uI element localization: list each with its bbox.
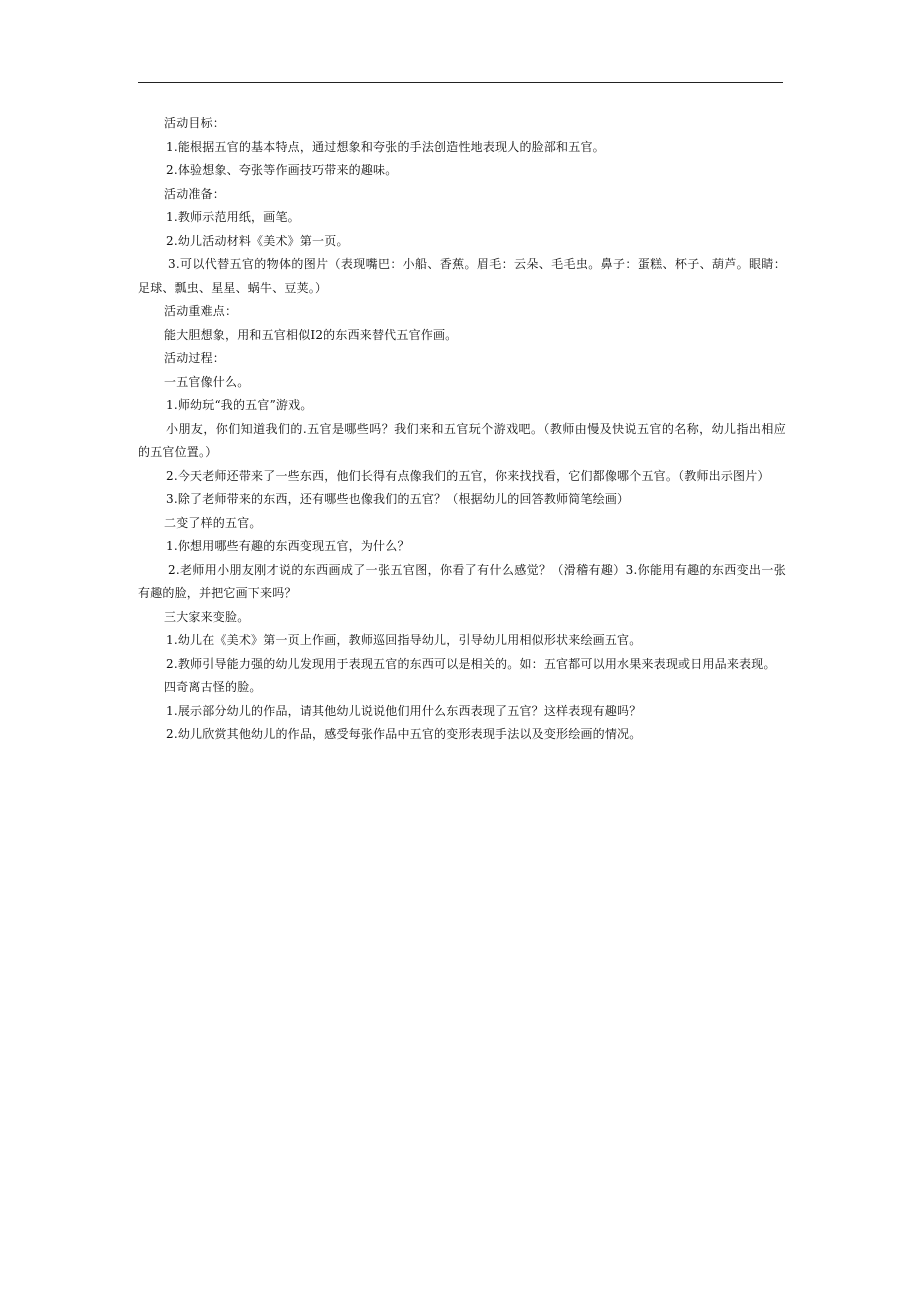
text-line: 2.老师用小朋友刚才说的东西画成了一张五官图，你看了有什么感觉？（滑稽有趣）3.你能用有趣的东西变出一张有趣的脸，并把它画下来吗？ (138, 562, 786, 600)
text-line: 活动目标： (164, 116, 226, 130)
text-line: 1.幼儿在《美术》第一页上作画，教师巡回指导幼儿，引导幼儿用相似形状来绘画五官。 (166, 633, 642, 647)
text-line: 2.教师引导能力强的幼儿发现用于表现五官的东西可以是相关的。如：五官都可以用水果来表现或日用品来表现。 (166, 656, 776, 671)
text-line: 三大家来变脸。 (164, 609, 250, 624)
text-line: 活动重难点： (164, 304, 238, 318)
text-line: 3.除了老师带来的东西，还有哪些也像我们的五官？（根据幼儿的回答教师简笔绘画） (166, 492, 630, 506)
text-line: 能大胆想象，用和五官相似I2的东西来替代五官作画。 (164, 327, 458, 342)
header-rule (138, 82, 783, 83)
text-line: 1.教师示范用纸，画笔。 (166, 210, 300, 224)
text-line: 活动准备： (164, 186, 226, 201)
text-line: 1.你想用哪些有趣的东西变现五官，为什么？ (166, 539, 410, 553)
text-line: 1.师幼玩“我的五官”游戏。 (166, 398, 313, 412)
text-line: 1.能根据五官的基本特点，通过想象和夸张的手法创造性地表现人的脸部和五官。 (166, 139, 605, 154)
text-line: 2.今天老师还带来了一些东西，他们长得有点像我们的五官，你来找找看，它们都像哪个五官。（教师出示图片） (166, 468, 770, 483)
text-line: 活动过程： (164, 351, 226, 365)
text-line: 2.体验想象、夸张等作画技巧带来的趣味。 (166, 163, 398, 177)
text-line: 小朋友，你们知道我们的.五官是哪些吗？我们来和五官玩个游戏吧。（教师由慢及快说五官的名称，幼儿指出相应的五官位置。） (138, 421, 786, 459)
document-body (138, 112, 786, 747)
text-line: 四奇离古怪的脸。 (164, 680, 262, 694)
text-line: 3.可以代替五官的物体的图片（表现嘴巴：小船、香蕉。眉毛：云朵、毛毛虫。鼻子：蛋糕、杯子、葫芦。眼睛：足球、瓢虫、星星、蜗牛、豆荚。） (138, 257, 786, 295)
text-line: 一五官像什么。 (164, 374, 250, 389)
text-line: 1.展示部分幼儿的作品，请其他幼儿说说他们用什么东西表现了五官？这样表现有趣吗？ (166, 703, 642, 718)
text-line: 2.幼儿活动材料《美术》第一页。 (166, 233, 349, 248)
text-line: 二变了样的五官。 (164, 515, 262, 530)
text-line: 2.幼儿欣赏其他幼儿的作品，感受每张作品中五官的变形表现手法以及变形绘画的情况。 (166, 727, 642, 741)
